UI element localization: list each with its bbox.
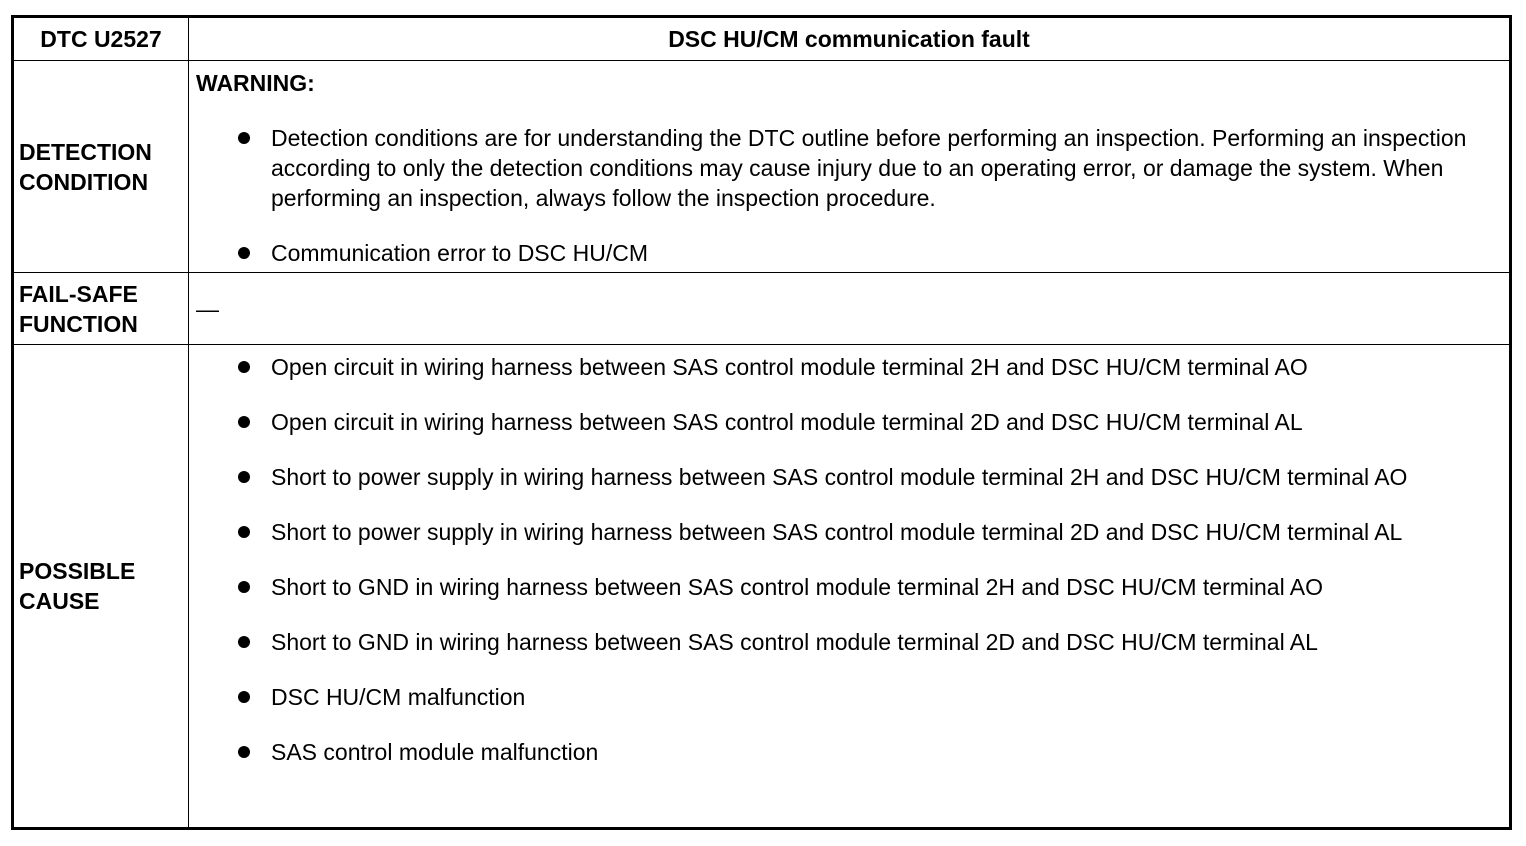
possible-cause-label <box>14 345 188 827</box>
fail-safe-value: — <box>196 295 219 322</box>
detection-list <box>189 123 1489 293</box>
possible-cause-list <box>189 352 1489 792</box>
list-item: Short to power supply in wiring harness between SAS control module terminal 2D and DSC HU/CM terminal AL <box>189 517 1489 547</box>
list-item: Open circuit in wiring harness between SAS control module terminal 2D and DSC HU/CM terminal AL <box>189 407 1489 437</box>
fail-safe-label-line1: FAIL-SAFE <box>19 280 138 307</box>
possible-cause-label-line2: CAUSE <box>19 588 100 614</box>
list-item: SAS control module malfunction <box>189 737 1489 767</box>
list-item: Short to GND in wiring harness between SAS control module terminal 2H and DSC HU/CM terminal AO <box>189 572 1489 602</box>
detection-condition-label <box>14 61 188 272</box>
list-item: Communication error to DSC HU/CM <box>189 238 1489 268</box>
fail-safe-content <box>189 273 1509 344</box>
list-item: DSC HU/CM malfunction <box>189 682 1489 712</box>
possible-cause-row <box>14 345 1509 827</box>
list-item: Short to GND in wiring harness between SAS control module terminal 2D and DSC HU/CM terminal AL <box>189 627 1489 657</box>
fail-safe-label-line2: FUNCTION <box>19 310 138 337</box>
list-item: Open circuit in wiring harness between SAS control module terminal 2H and DSC HU/CM terminal AO <box>189 352 1489 382</box>
fail-safe-label <box>14 273 188 344</box>
possible-cause-content <box>189 345 1509 827</box>
list-item: Detection conditions are for understanding the DTC outline before performing an inspection. Performing an inspection according to only the detection conditions may cause injury due to an operating error, or damage the system. When performing an inspection, always follow the inspection procedure. <box>189 123 1489 213</box>
warning-title: WARNING: <box>196 70 315 96</box>
detection-label-line1: DETECTION <box>19 138 152 165</box>
header-row <box>14 18 1509 61</box>
list-item: Short to power supply in wiring harness between SAS control module terminal 2H and DSC HU/CM terminal AO <box>189 462 1489 492</box>
fail-safe-row <box>14 273 1509 345</box>
detection-condition-row <box>14 61 1509 273</box>
dtc-code: DTC U2527 <box>40 26 162 52</box>
detection-label-line2: CONDITION <box>19 168 149 195</box>
possible-cause-label-line1: POSSIBLE <box>19 558 136 584</box>
dtc-title: DSC HU/CM communication fault <box>668 26 1030 52</box>
dtc-table <box>11 15 1512 830</box>
detection-condition-content <box>189 61 1509 272</box>
